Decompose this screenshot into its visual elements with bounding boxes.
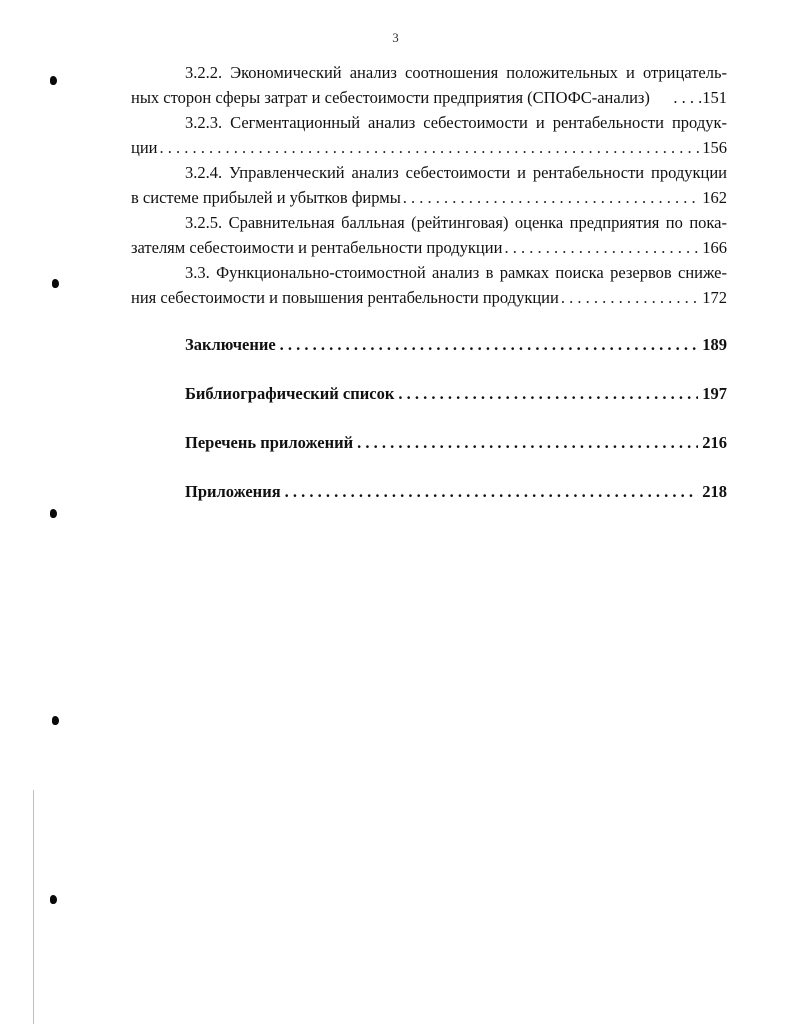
toc-section-title: Перечень приложений [185,433,354,452]
toc-entry-title-cont: ния себестоимости и повышения рентабельности продукции [131,288,559,307]
toc-entry-last-line [131,85,727,110]
toc-entry-page: 166 [702,238,727,257]
toc-entry-page: 156 [702,138,727,157]
toc-section-bibliography [131,381,727,406]
toc-entry-title-cont: ных сторон сферы затрат и себестоимости предприятия (СПОФС-анализ) [131,88,650,107]
toc-entry-3-2-3 [131,110,727,160]
toc-entry-title-cont: ции [131,138,158,157]
dot-leader [357,430,698,455]
dot-leader [398,381,698,406]
toc-entry-3-2-2 [131,60,727,110]
dot-leader [280,332,699,357]
toc-section-page: 189 [702,335,727,354]
binder-hole-mark [52,716,59,725]
toc-entry-title-cont: зателям себестоимости и рентабельности продукции [131,238,503,257]
dot-leader [561,285,700,310]
toc-entry-title-line: 3.2.3. Сегментационный анализ себестоимости и рентабельности продук- [185,113,727,132]
toc-entry-page: . . . .151 [673,88,727,107]
toc-entry-last-line [131,135,727,160]
toc-entry-last-line [131,285,727,310]
page-number: 3 [392,30,399,45]
toc-section-page: 218 [702,482,727,501]
toc-section-title: Приложения [185,482,281,501]
toc-section-page: 216 [702,433,727,452]
toc-entry-3-2-5 [131,210,727,260]
toc-section-conclusion [131,332,727,357]
dot-leader [160,135,701,160]
dot-leader [403,185,700,210]
binder-hole-mark [50,895,57,904]
dot-leader [285,479,699,504]
binder-hole-mark [52,279,59,288]
binder-hole-mark [50,76,57,85]
toc-entry-title-line: 3.3. Функционально-стоимостной анализ в рамках поиска резервов сниже- [185,263,727,282]
toc-entry-page: 172 [702,288,727,307]
table-of-contents [131,60,727,504]
toc-entry-last-line [131,185,727,210]
toc-entry-3-3 [131,260,727,310]
toc-entry-page: 162 [702,188,727,207]
toc-section-title: Библиографический список [185,384,395,403]
toc-entry-title-line: 3.2.5. Сравнительная балльная (рейтинговая) оценка предприятия по пока- [185,213,727,232]
toc-entry-title-cont: в системе прибылей и убытков фирмы [131,188,401,207]
toc-entry-3-2-4 [131,160,727,210]
toc-entry-title-line: 3.2.2. Экономический анализ соотношения положительных и отрицатель- [185,63,727,82]
toc-entry-last-line [131,235,727,260]
toc-section-page: 197 [702,384,727,403]
dot-leader [504,235,700,260]
scan-margin-line [33,790,34,1024]
binder-hole-mark [50,509,57,518]
toc-section-appendix-list [131,430,727,455]
toc-entry-title-line: 3.2.4. Управленческий анализ себестоимости и рентабельности продукции [185,163,727,182]
toc-section-title: Заключение [185,335,276,354]
toc-section-appendices [131,479,727,504]
